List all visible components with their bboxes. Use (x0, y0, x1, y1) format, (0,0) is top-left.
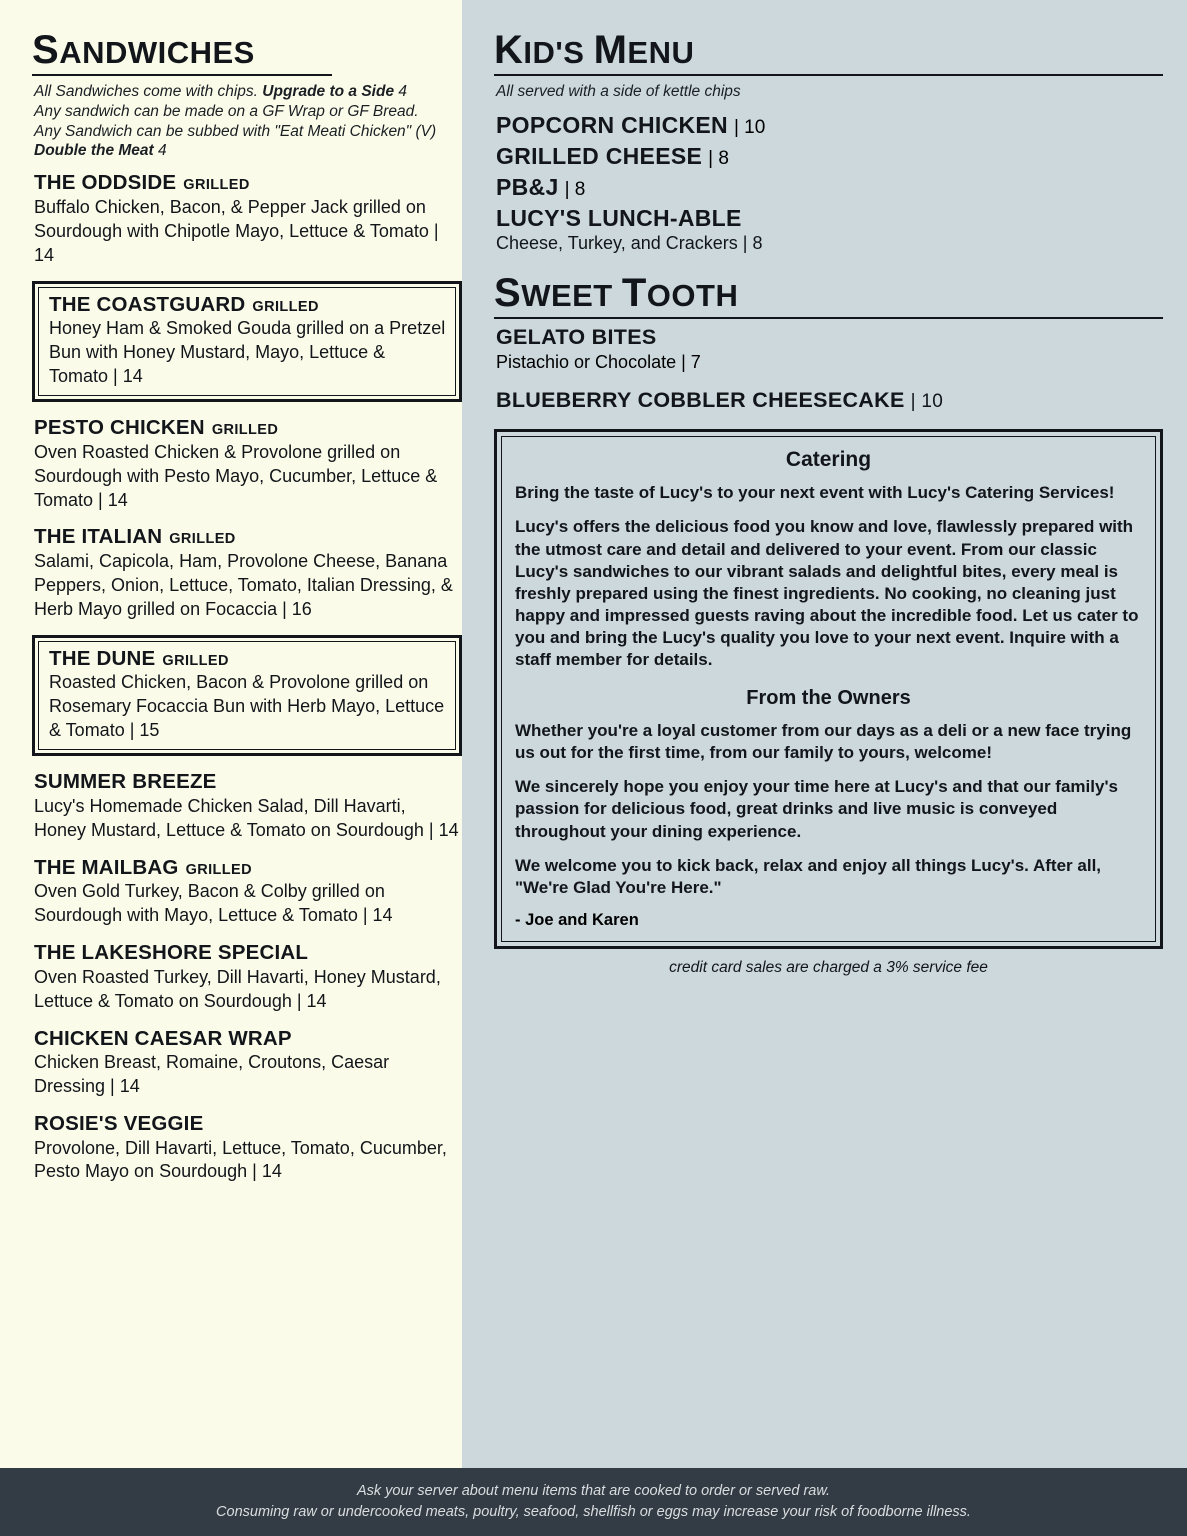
note-upgrade: Upgrade to a Side (262, 83, 395, 100)
kids-item-grilled-cheese (496, 143, 1163, 170)
item-description: Buffalo Chicken, Bacon, & Pepper Jack grilled on Sourdough with Chipotle Mayo, Lettuce & Tomato | 14 (34, 196, 439, 265)
owners-paragraph-1: Whether you're a loyal customer from our days as a deli or a new face trying us out for the first time, from our family to yours, welcome! (515, 721, 1132, 763)
item-description: Lucy's Homemade Chicken Salad, Dill Havarti, Honey Mustard, Lettuce & Tomato on Sourdough | 14 (34, 795, 459, 840)
item-tag: GRILLED (185, 861, 252, 878)
item-title: THE MAILBAG (34, 855, 179, 879)
sandwiches-notes (34, 82, 462, 161)
menu-item-the-italian (34, 525, 462, 621)
kids-heading-rest: ID'S (523, 35, 594, 70)
item-tag: GRILLED (183, 177, 250, 194)
item-title: POPCORN CHICKEN (496, 111, 728, 138)
kids-heading-rest2: ENU (627, 35, 695, 70)
item-title: THE COASTGUARD (49, 292, 246, 316)
note-double-meat: Double the Meat (34, 142, 154, 160)
item-title: SUMMER BREEZE (34, 770, 217, 794)
catering-box (494, 429, 1163, 948)
kids-item-popcorn-chicken (496, 112, 1163, 139)
sweet-tooth-rule (494, 317, 1163, 319)
item-description: Provolone, Dill Havarti, Lettuce, Tomato, Cucumber, Pesto Mayo on Sourdough | 14 (34, 1137, 447, 1182)
sandwiches-heading (32, 30, 462, 70)
item-price: | 8 (564, 178, 586, 200)
item-description: Cheese, Turkey, and Crackers | 8 (496, 232, 763, 253)
item-description: Honey Ham & Smoked Gouda grilled on a Pretzel Bun with Honey Mustard, Mayo, Lettuce & Tomato | 14 (49, 318, 446, 387)
kids-heading-initial: K (494, 28, 524, 72)
item-description: Oven Gold Turkey, Bacon & Colby grilled on Sourdough with Mayo, Lettuce & Tomato | 14 (34, 881, 393, 926)
catering-paragraph-2: Lucy's offers the delicious food you know and love, flawlessly prepared with the utmost care and detail and delivered to your event. From our classic Lucy's sandwiches to our vibrant salads and delightful bites, every meal is freshly prepared using the finest ingredients. No cooking, no cleaning just happy and impressed guests raving about the incredible food. Let us cater to you and bring the Lucy's quality you love to your next event. Inquire with a staff member for details. (515, 517, 1139, 670)
item-description: Oven Roasted Chicken & Provolone grilled on Sourdough with Pesto Mayo, Cucumber, Lettuce & Tomato | 14 (34, 441, 438, 510)
item-title: PESTO CHICKEN (34, 416, 205, 440)
kids-item-pbj (496, 174, 1163, 201)
item-name (34, 525, 462, 549)
menu-item-chicken-caesar-wrap (34, 1027, 462, 1099)
kids-menu-rule (494, 74, 1163, 76)
item-title (496, 388, 1163, 413)
menu-item-the-lakeshore-special (34, 941, 462, 1013)
disclaimer-line-2: Consuming raw or undercooked meats, poultry, seafood, shellfish or eggs may increase your risk of foodborne illness. (216, 1504, 971, 1520)
menu-item-the-dune-box (32, 635, 462, 756)
sweet-heading-initial2: T (621, 271, 647, 316)
item-name (49, 647, 447, 671)
sweet-item-gelato-bites (496, 325, 1163, 374)
item-title: ROSIE'S VEGGIE (34, 1111, 204, 1135)
kids-heading-initial2: M (593, 28, 628, 72)
menu-item-summer-breeze (34, 770, 462, 842)
item-title: GELATO BITES (496, 325, 657, 350)
menu-item-the-coastguard (49, 293, 447, 389)
sandwiches-rule (32, 74, 332, 76)
note-upgrade-price: 4 (394, 83, 408, 100)
menu-item-the-coastguard-box (32, 281, 462, 402)
item-description: Oven Roasted Turkey, Dill Havarti, Honey Mustard, Lettuce & Tomato on Sourdough | 14 (34, 966, 441, 1011)
sandwiches-heading-rest: ANDWICHES (59, 35, 255, 70)
item-price: | 10 (910, 390, 944, 412)
item-description: Chicken Breast, Romaine, Croutons, Caesar Dressing | 14 (34, 1052, 390, 1096)
item-title: THE DUNE (49, 646, 156, 670)
menu-item-the-mailbag (34, 856, 462, 928)
item-description: Roasted Chicken, Bacon & Provolone grilled on Rosemary Focaccia Bun with Herb Mayo, Lettuce & Tomato | 15 (49, 672, 445, 741)
owners-paragraph-2: We sincerely hope you enjoy your time here at Lucy's and that our family's passion for delicious food, great drinks and live music is conveyed throughout your dining experience. (515, 777, 1118, 841)
note-line-2: Any sandwich can be made on a GF Wrap or GF Bread. (34, 102, 419, 120)
owners-signature: - Joe and Karen (515, 910, 639, 929)
note-double-meat-price: 4 (153, 142, 167, 160)
item-title: LUCY'S LUNCH-ABLE (496, 204, 742, 231)
kids-item-lucys-lunch-able (496, 205, 1163, 255)
disclaimer-line-1: Ask your server about menu items that are cooked to order or served raw. (356, 1482, 831, 1499)
item-name (34, 941, 462, 965)
item-price: | 8 (708, 147, 729, 169)
note-line-3: Any Sandwich can be subbed with "Eat Meati Chicken" (V) (34, 122, 437, 140)
item-title: THE ODDSIDE (34, 171, 177, 195)
menu-item-the-dune (49, 647, 447, 743)
item-title: PB&J (496, 173, 559, 200)
item-name (49, 293, 447, 317)
note-line-1a: All Sandwiches come with chips. (34, 83, 263, 100)
kids-menu-note: All served with a side of kettle chips (496, 83, 741, 100)
item-name (34, 856, 462, 880)
item-name (34, 770, 462, 794)
item-price: | 10 (733, 116, 766, 138)
item-description: Salami, Capicola, Ham, Provolone Cheese, Banana Peppers, Onion, Lettuce, Tomato, Italian Dressing, & Herb Mayo grilled on Focaccia | 16 (34, 551, 453, 619)
sweet-heading-rest2: OOTH (646, 278, 739, 314)
sandwiches-column (0, 0, 462, 1468)
item-tag: GRILLED (162, 652, 229, 669)
item-tag: GRILLED (169, 531, 236, 548)
kids-sweet-catering-column (462, 0, 1187, 1468)
sweet-tooth-heading (494, 271, 1163, 316)
sweet-heading-rest: WEET (521, 278, 622, 314)
sweet-heading-initial: S (494, 271, 522, 316)
menu-item-rosies-veggie (34, 1112, 462, 1184)
sweet-item-blueberry-cobbler-cheesecake (496, 388, 1163, 413)
item-tag: GRILLED (252, 298, 319, 315)
item-title-text: BLUEBERRY COBBLER CHEESECAKE (496, 387, 905, 412)
item-name (34, 171, 462, 195)
catering-title: Catering (785, 448, 872, 472)
catering-paragraph-1: Bring the taste of Lucy's to your next event with Lucy's Catering Services! (515, 483, 1115, 503)
item-title: GRILLED CHEESE (496, 142, 703, 169)
item-tag: GRILLED (211, 422, 279, 439)
credit-card-note: credit card sales are charged a 3% service fee (669, 958, 988, 976)
item-name (34, 1112, 462, 1136)
item-title: CHICKEN CAESAR WRAP (34, 1026, 292, 1050)
from-the-owners-title: From the Owners (746, 687, 911, 710)
item-name (34, 1027, 462, 1051)
item-name (34, 416, 462, 440)
menu-item-the-oddside (34, 171, 462, 267)
sandwiches-heading-initial: S (32, 28, 60, 72)
item-description: Pistachio or Chocolate | 7 (496, 351, 701, 372)
disclaimer-footer (0, 1468, 1187, 1536)
item-title: THE ITALIAN (34, 525, 163, 549)
item-title: THE LAKESHORE SPECIAL (34, 941, 309, 965)
kids-menu-heading (494, 30, 1163, 70)
owners-paragraph-3: We welcome you to kick back, relax and enjoy all things Lucy's. After all, "We're Glad You're Here." (515, 855, 1102, 897)
menu-item-pesto-chicken (34, 416, 462, 512)
